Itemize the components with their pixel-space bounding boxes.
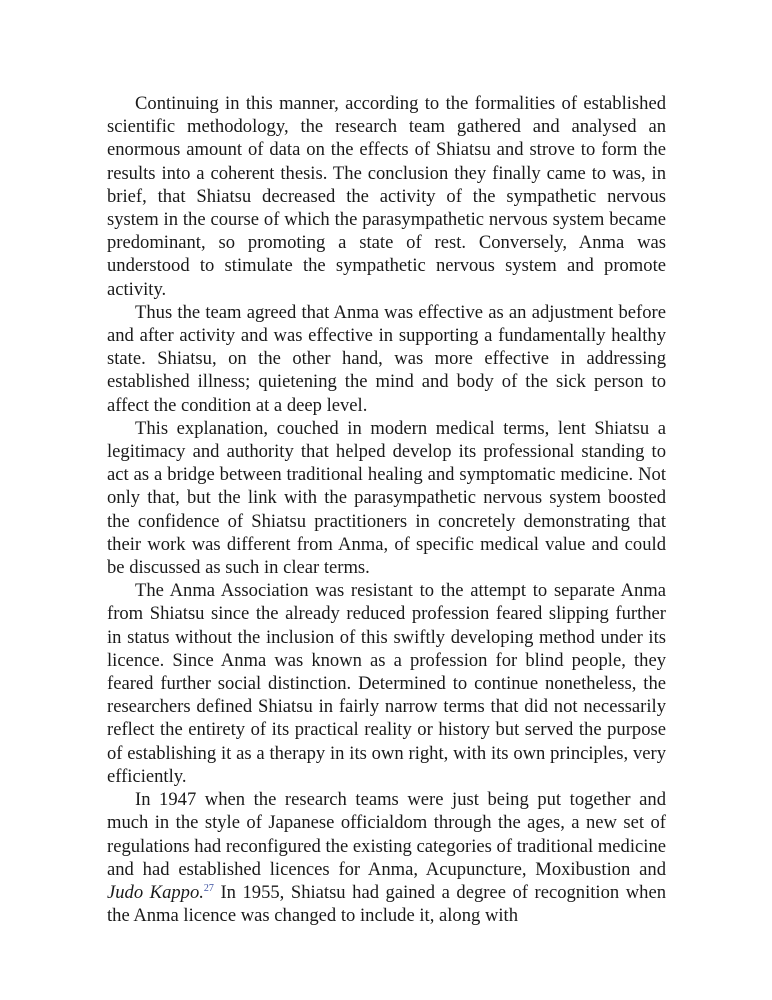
paragraph-3: This explanation, couched in modern medical terms, lent Shiatsu a legitimacy and authority that helped develop its professional standing to act as a bridge between traditional healing and symptomatic medicine. Not only that, but the link with the parasympathetic nervous system boosted the confidence of Shiatsu practitioners in concretely demonstrating that their work was different from Anma, of specific medical value and could be discussed as such in clear terms. — [107, 417, 666, 579]
document-page — [107, 92, 666, 927]
paragraph-4: The Anma Association was resistant to the attempt to separate Anma from Shiatsu since the already reduced profession feared slipping further in status without the inclusion of this swiftly developing method under its licence. Since Anma was known as a profession for blind people, they feared further social distinction. Determined to continue nonetheless, the researchers defined Shiatsu in fairly narrow terms that did not necessarily reflect the entirety of its practical reality or history but served the purpose of establishing it as a therapy in its own right, with its own principles, very efficiently. — [107, 580, 666, 787]
paragraph-5-text-after: In 1955, Shiatsu had gained a degree of recognition when the Anma licence was changed to include it, along with — [107, 881, 666, 927]
paragraph-2: Thus the team agreed that Anma was effective as an adjustment before and after activity and was effective in supporting a fundamentally healthy state. Shiatsu, on the other hand, was more effective in addressing established illness; quietening the mind and body of the sick person to affect the condition at a deep level. — [107, 301, 666, 416]
paragraph-5 — [107, 788, 666, 927]
paragraph-5-text-before: In 1947 when the research teams were just being put together and much in the style of Japanese officialdom through the ages, a new set of regulations had reconfigured the existing categories of traditional medicine and had established licences for Anma, Acupuncture, Moxibustion and — [107, 789, 666, 880]
paragraph-5-italic-term: Judo Kappo. — [107, 881, 204, 903]
footnote-reference[interactable]: 27 — [203, 882, 214, 894]
paragraph-1: Continuing in this manner, according to the formalities of established scientific methodology, the research team gathered and analysed an enormous amount of data on the effects of Shiatsu and strove to form the results into a coherent thesis. The conclusion they finally came to was, in brief, that Shiatsu decreased the activity of the sympathetic nervous system in the course of which the parasympathetic nervous system became predominant, so promoting a state of rest. Conversely, Anma was understood to stimulate the sympathetic nervous system and promote activity. — [107, 93, 666, 300]
